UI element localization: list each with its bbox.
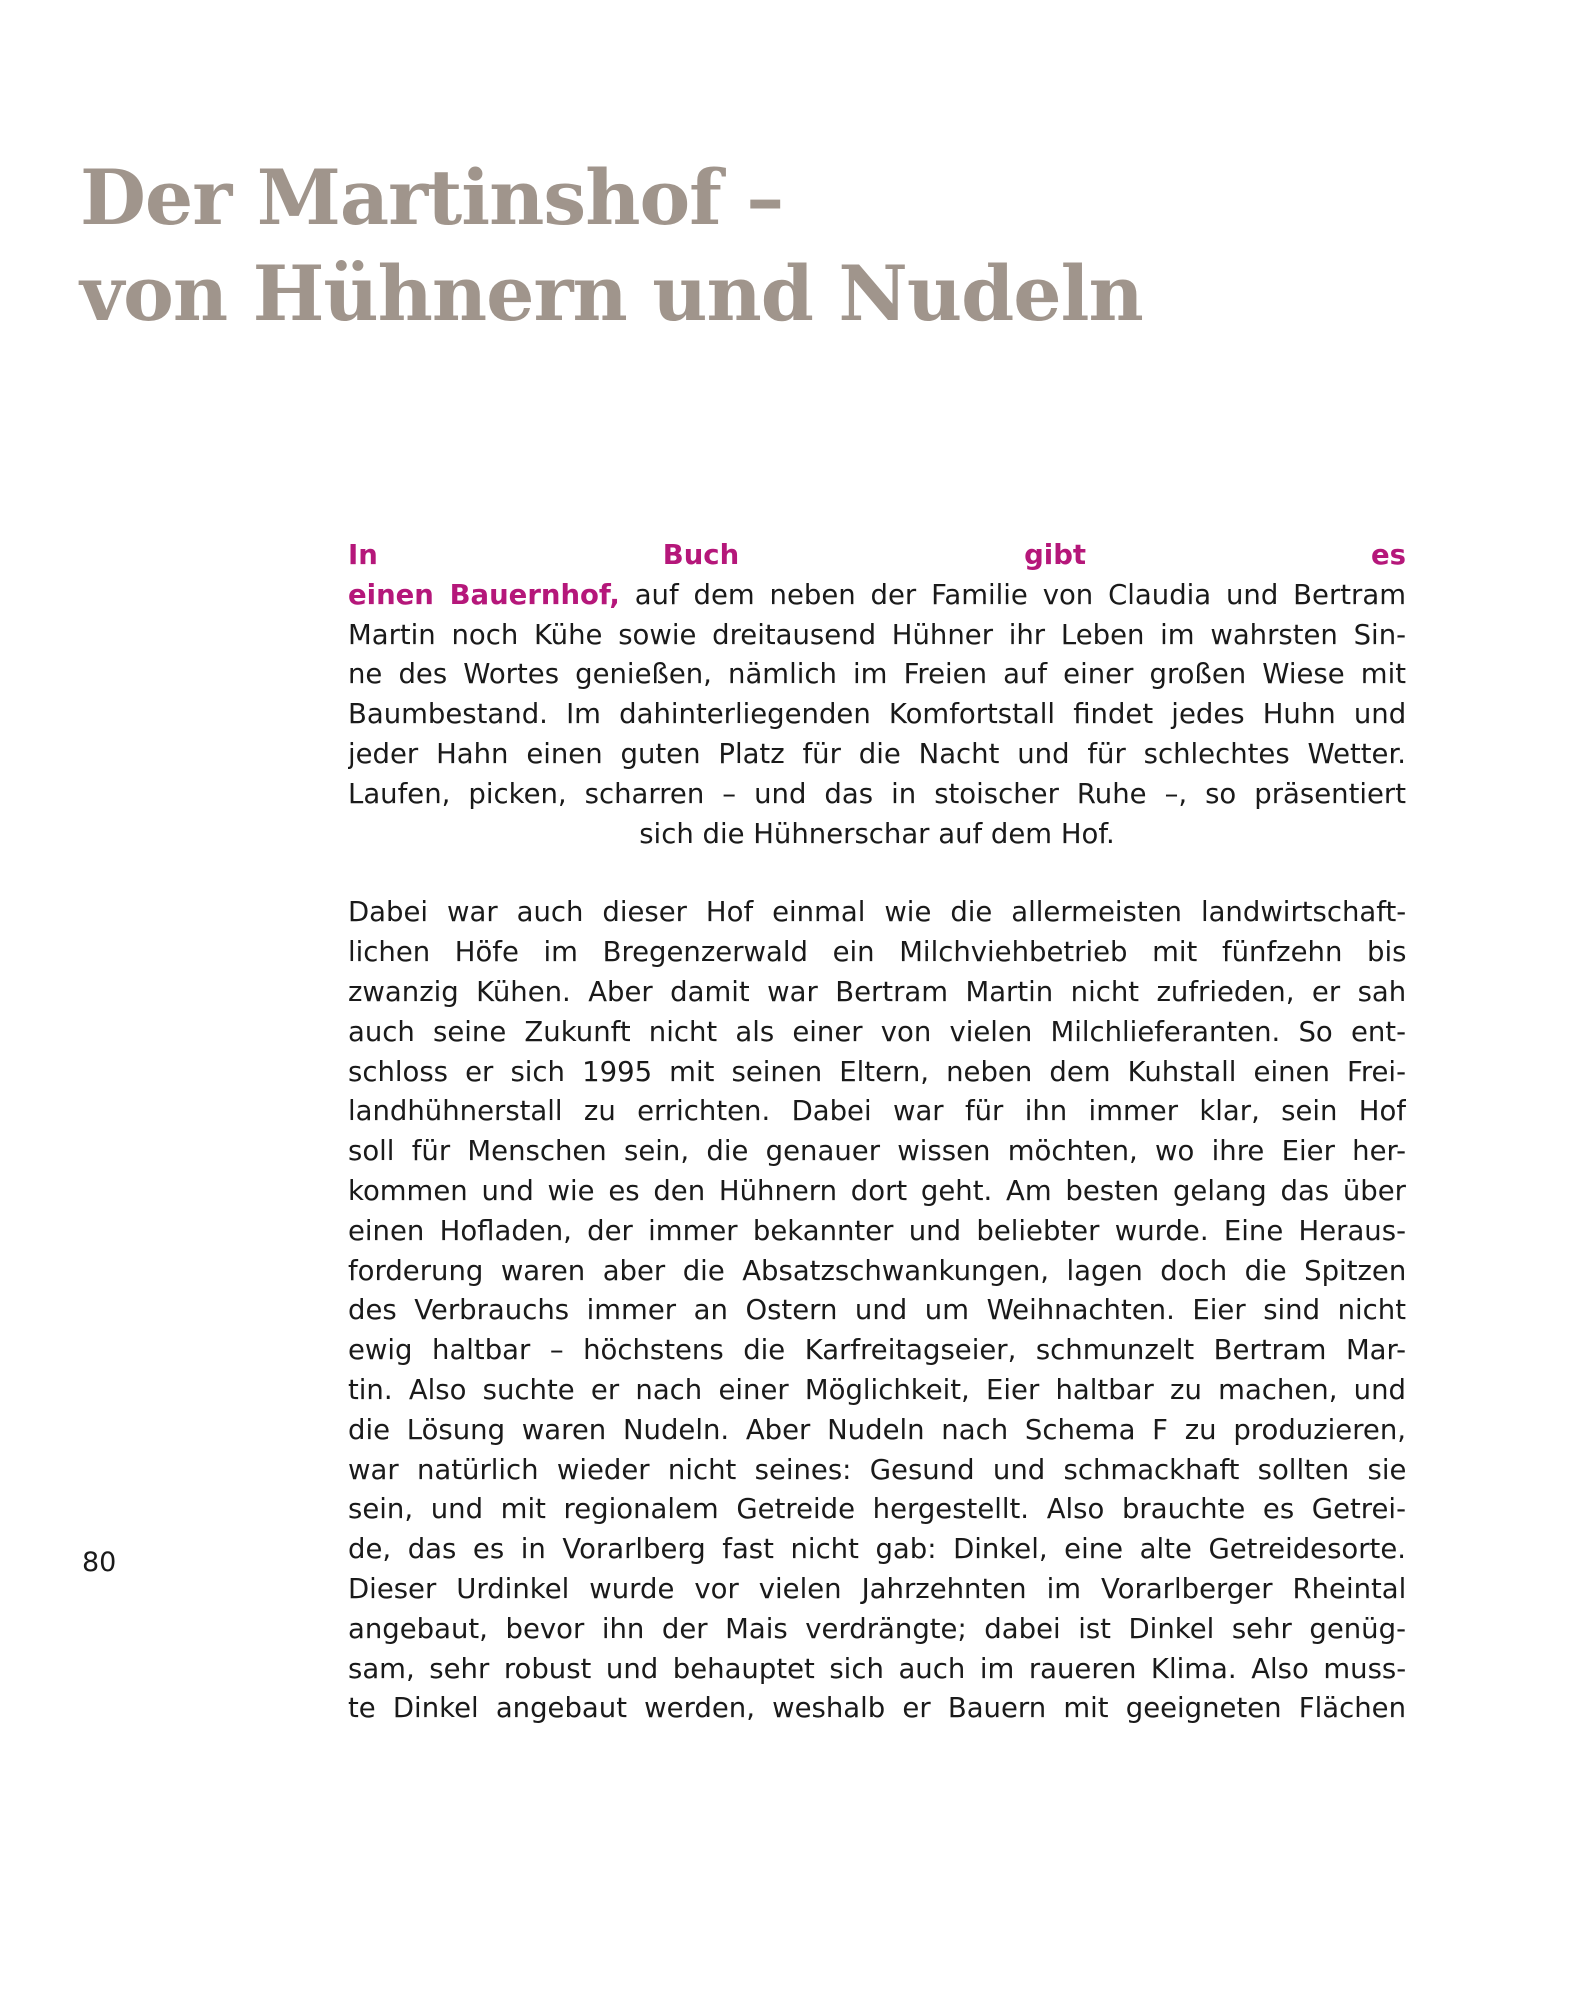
- body-line-8: kommen und wie es den Hühnern dort geht. Am besten gelang das über: [348, 1174, 1406, 1207]
- body-line-13: tin. Also suchte er nach einer Möglichkeit, Eier haltbar zu machen, und: [348, 1373, 1406, 1406]
- chapter-title-line-1: Der Martinshof –: [80, 153, 784, 242]
- intro-line-1-text: auf dem neben der Familie von Claudia und Bertram: [619, 578, 1406, 611]
- body-line-9: einen Hofladen, der immer bekannter und beliebter wurde. Eine Heraus-: [348, 1214, 1406, 1247]
- body-line-1: Dabei war auch dieser Hof einmal wie die allermeisten landwirtschaft-: [348, 896, 1406, 929]
- lead-in-line-1: In Buch gibt es: [348, 539, 1406, 571]
- body-line-3: zwanzig Kühen. Aber damit war Bertram Martin nicht zufrieden, er sah: [348, 975, 1406, 1008]
- body-line-19: angebaut, bevor ihn der Mais verdrängte; dabei ist Dinkel sehr genüg-: [348, 1612, 1406, 1645]
- body-line-18: Dieser Urdinkel wurde vor vielen Jahrzehnten im Vorarlberger Rheintal: [348, 1572, 1406, 1605]
- body-line-7: soll für Menschen sein, die genauer wissen möchten, wo ihre Eier her-: [348, 1135, 1406, 1168]
- intro-line-5: jeder Hahn einen guten Platz für die Nacht und für schlechtes Wetter.: [348, 737, 1406, 770]
- chapter-title-line-2: von Hühnern und Nudeln: [80, 249, 1143, 338]
- body-text-column: [348, 536, 1406, 1729]
- intro-line-6: Laufen, picken, scharren – und das in stoischer Ruhe –, so präsentiert: [348, 777, 1406, 810]
- intro-line-1: [348, 576, 1406, 616]
- body-line-12: ewig haltbar – höchstens die Karfreitagseier, schmunzelt Bertram Mar-: [348, 1334, 1406, 1367]
- body-line-14: die Lösung waren Nudeln. Aber Nudeln nach Schema F zu produzieren,: [348, 1413, 1406, 1446]
- chapter-title: [80, 150, 1143, 342]
- body-line-4: auch seine Zukunft nicht als einer von vielen Milchlieferanten. So ent-: [348, 1015, 1406, 1048]
- intro-paragraph: [348, 536, 1406, 854]
- intro-line-4: Baumbestand. Im dahinterliegenden Komfortstall findet jedes Huhn und: [348, 698, 1406, 731]
- body-line-20: sam, sehr robust und behauptet sich auch im raueren Klima. Also muss-: [348, 1652, 1406, 1685]
- intro-line-2: Martin noch Kühe sowie dreitausend Hühner ihr Leben im wahrsten Sin-: [348, 618, 1406, 651]
- body-line-16: sein, und mit regionalem Getreide hergestellt. Also brauchte es Getrei-: [348, 1493, 1406, 1526]
- body-paragraph: [348, 893, 1406, 1729]
- intro-line-3: ne des Wortes genießen, nämlich im Freien auf einer großen Wiese mit: [348, 658, 1406, 691]
- body-line-5: schloss er sich 1995 mit seinen Eltern, neben dem Kuhstall einen Frei-: [348, 1055, 1406, 1088]
- body-line-15: war natürlich wieder nicht seines: Gesund und schmackhaft sollten sie: [348, 1453, 1406, 1486]
- body-line-11: des Verbrauchs immer an Ostern und um Weihnachten. Eier sind nicht: [348, 1294, 1406, 1327]
- body-line-21: te Dinkel angebaut werden, weshalb er Bauern mit geeigneten Flächen: [348, 1692, 1406, 1725]
- body-line-2: lichen Höfe im Bregenzerwald ein Milchviehbetrieb mit fünfzehn bis: [348, 936, 1406, 969]
- body-line-10: forderung waren aber die Absatzschwankungen, lagen doch die Spitzen: [348, 1254, 1406, 1287]
- intro-line-7: sich die Hühnerschar auf dem Hof.: [639, 817, 1115, 850]
- page-number: 80: [82, 1547, 117, 1578]
- body-line-17: de, das es in Vorarlberg fast nicht gab: Dinkel, eine alte Getreidesorte.: [348, 1533, 1406, 1566]
- body-line-6: landhühnerstall zu errichten. Dabei war für ihn immer klar, sein Hof: [348, 1095, 1406, 1128]
- lead-in-line-2: einen Bauernhof,: [348, 578, 620, 611]
